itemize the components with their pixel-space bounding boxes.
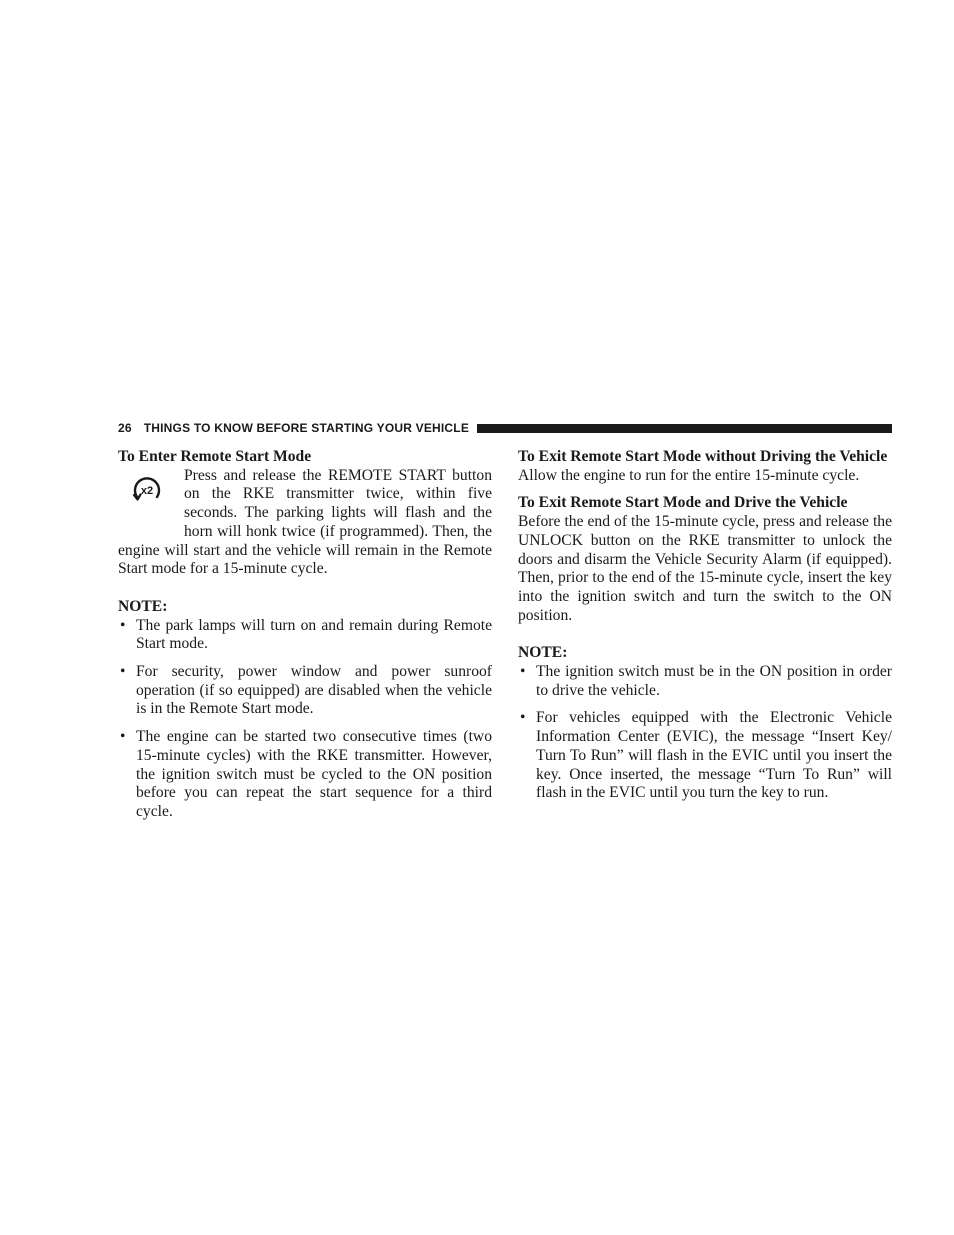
header-rule [477, 424, 892, 433]
exit-and-drive-paragraph: Before the end of the 15-minute cycle, press and release the UNLOCK button on the RKE transmitter to unlock the doors and disarm the Vehicle Security Alarm (if equipped). Then, prior to the end of the 15-minute cycle, insert the key into the ignition switch and turn the switch to the ON position. [518, 513, 892, 624]
svg-text:x2: x2 [140, 484, 154, 497]
exit-without-driving-paragraph: Allow the engine to run for the entire 15-minute cycle. [518, 466, 860, 484]
section-title: THINGS TO KNOW BEFORE STARTING YOUR VEHICLE [143, 421, 470, 435]
list-item: • The engine can be started two consecutive times (two 15-minute cycles) with the RKE transmitter. However, the ignition switch must be cycled to the ON position before you can repeat the start sequence for a third cycle. [118, 728, 492, 822]
exit-without-driving-heading: To Exit Remote Start Mode without Driving the Vehicle [518, 448, 888, 465]
page-number: 26 [118, 421, 132, 435]
left-column [118, 448, 492, 822]
exit-and-drive-heading: To Exit Remote Start Mode and Drive the Vehicle [518, 494, 848, 512]
right-column [518, 448, 892, 803]
list-item: • For vehicles equipped with the Electronic Vehicle Information Center (EVIC), the message “Insert Key/ Turn To Run” will flash in the EVIC until you insert the key. Once inserted, the message “Turn To Run” will flash in the EVIC until you turn the key to run. [518, 709, 892, 803]
intro-block [118, 467, 492, 579]
note-label: NOTE: [518, 644, 568, 662]
remote-start-x2-icon [118, 467, 176, 533]
enter-remote-start-heading: To Enter Remote Start Mode [118, 448, 312, 465]
left-note-list [118, 617, 492, 822]
intro-paragraph: Press and release the REMOTE START button on the RKE transmitter twice, within five seconds. The parking lights will flash and the horn will honk twice (if programmed). Then, the engine will start and the vehicle will remain in the Remote Start mode for a 15-minute cycle. [118, 466, 492, 578]
note-label: NOTE: [118, 597, 168, 615]
list-item: • The ignition switch must be in the ON position in order to drive the vehicle. [518, 663, 892, 700]
list-item: • The park lamps will turn on and remain during Remote Start mode. [118, 617, 492, 654]
list-item: • For security, power window and power sunroof operation (if so equipped) are disabled when the vehicle is in the Remote Start mode. [118, 663, 492, 719]
page-header [118, 419, 892, 437]
right-note-list [518, 663, 892, 803]
